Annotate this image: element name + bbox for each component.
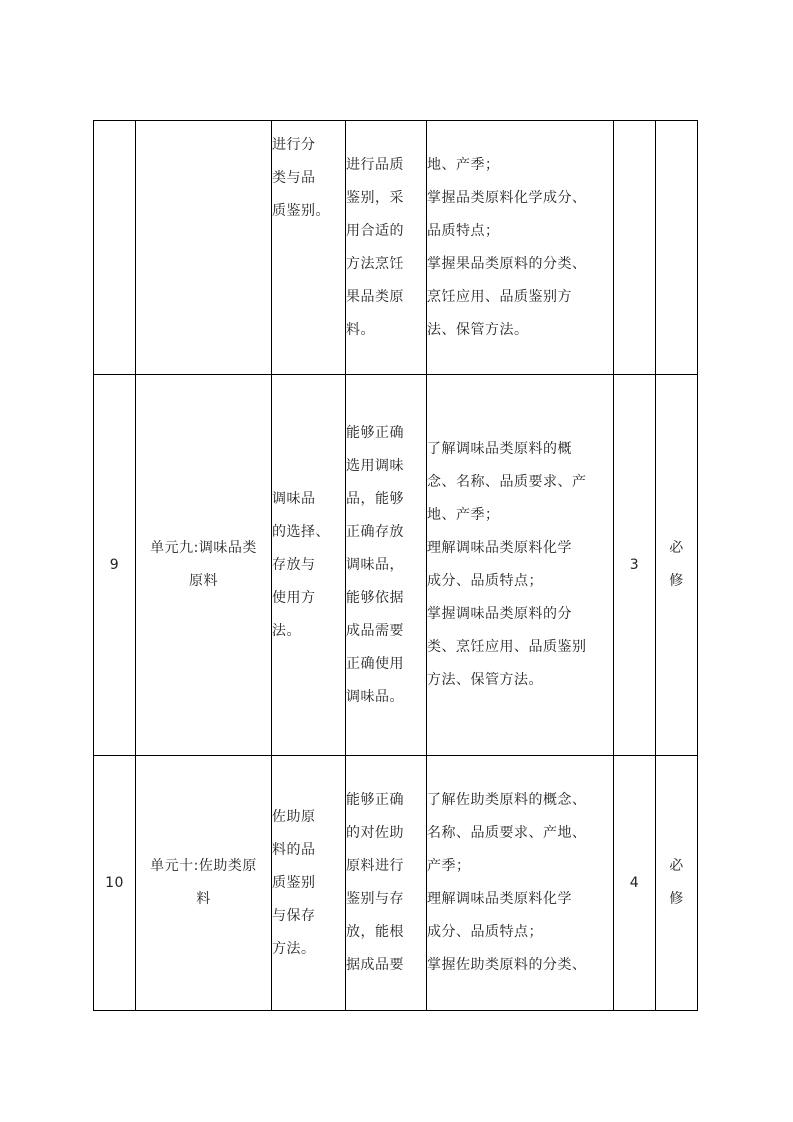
ability-cell: 能够正确 选用调味 品，能够 正确存放 调味品， 能够依据 成品需要 正确使用 调味品。 [346,375,427,756]
unit-name-cell [136,121,272,375]
table-row [94,121,698,375]
knowledge-cell: 了解佐助类原料的概念、 名称、品质要求、产地、 产季； 理解调味品类原料化学 成分、品质特点； 掌握佐助类原料的分类、 [427,756,614,1011]
row-number-cell: 10 [94,756,136,1011]
content-cell: 佐助原 料的品 质鉴别 与保存 方法。 [272,756,346,1011]
table-row [94,756,698,1011]
credit-cell: 3 [614,375,656,756]
unit-name-cell: 单元九:调味品类 原料 [136,375,272,756]
table-row [94,375,698,756]
row-number-cell: 9 [94,375,136,756]
ability-cell: 进行品质 鉴别，采 用合适的 方法烹饪 果品类原 料。 [346,121,427,375]
unit-name-cell: 单元十:佐助类原 料 [136,756,272,1011]
ability-cell: 能够正确 的对佐助 原料进行 鉴别与存 放，能根 据成品要 [346,756,427,1011]
credit-cell [614,121,656,375]
course-type-cell: 必 修 [656,756,698,1011]
credit-cell: 4 [614,756,656,1011]
content-cell: 进行分 类与品 质鉴别。 [272,121,346,375]
course-table [93,120,698,1011]
knowledge-cell: 了解调味品类原料的概 念、名称、品质要求、产 地、产季； 理解调味品类原料化学 成分、品质特点； 掌握调味品类原料的分 类、烹饪应用、品质鉴别 方法、保管方法。 [427,375,614,756]
course-type-cell: 必 修 [656,375,698,756]
content-cell: 调味品 的选择、 存放与 使用方 法。 [272,375,346,756]
row-number-cell [94,121,136,375]
knowledge-cell: 地、产季； 掌握品类原料化学成分、 品质特点； 掌握果品类原料的分类、 烹饪应用、品质鉴别方 法、保管方法。 [427,121,614,375]
course-type-cell [656,121,698,375]
